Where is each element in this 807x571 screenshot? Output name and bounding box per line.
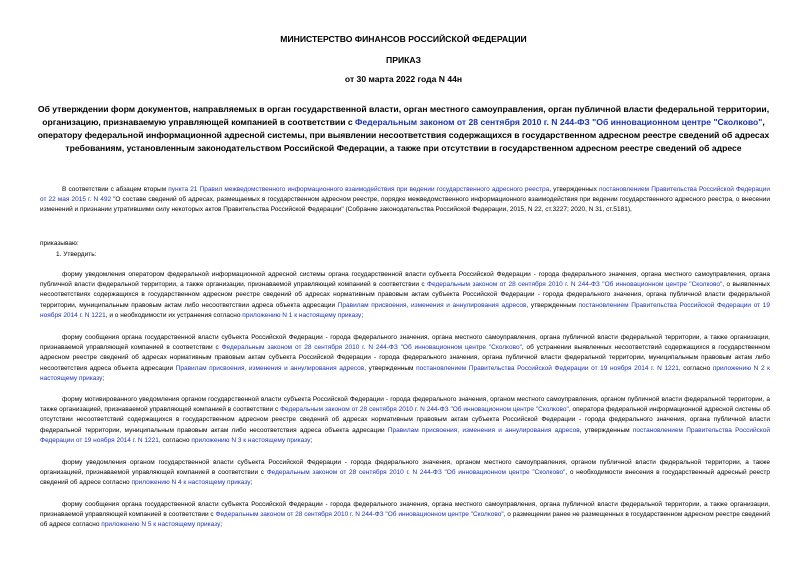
resolution-1221-link[interactable]: постановлением Правительства Российской Федерации от 19 ноября 2014 г. N 1221 [40,301,770,319]
resolution-492-link[interactable]: постановлением Правительства Российской Федерации от 22 мая 2015 г. N 492 [40,186,770,204]
resolution-1221-link[interactable]: постановлением Правительства Российской Федерации от 19 ноября 2014 г. N 1221 [416,364,679,372]
skolkovo-law-link[interactable]: Федеральным законом от 28 сентября 2010 г. N 244-ФЗ "Об инновационном центре "Сколково" [280,406,569,414]
skolkovo-law-link[interactable]: Федеральным законом от 28 сентября 2010 г. N 244-ФЗ "Об инновационном центре "Сколково" [427,281,723,289]
document-title: Об утверждении форм документов, направляемых в орган государственной власти, орган местного самоуправления, орган публичной власти федеральной территории, организацию, признаваемую управляющей компанией в соответствии с Федеральным законом от 28 сентября 2010 г. N 244-ФЗ "Об инновационном центре "Сколково", оператору федеральной информационной адресной системы, при выявлении несоответствия содержащихся в государственном адресном реестре сведений об адресах требованиям, установленным законодательством Российской Федерации, а также при отсутствии в государственном адресном реестре сведений об адресе [37,104,770,153]
item-1: 1. Утвердить: [56,251,97,258]
form-1-paragraph: форму уведомления оператором федеральной информационной адресной системы органа государственной власти субъекта Российской Федерации - города федерального значения, органа местного самоуправления, органа публичной власти федеральной территории, а также организации, признаваемой управляющей компанией в соответствии с Федеральным законом от 28 сентября 2010 г. N 244-ФЗ "Об инновационном центре "Сколково", о выявленных несоответствиях содержащихся в государственном адресном реестре сведений об адресах нормативным правовым актам субъекта Российской Федерации - города федерального значения, органа публичной власти федеральной территории, муниципальным правовым актам либо несоответствии адреса объекта адресации Правилам присвоения, изменения и аннулирования адресов, утвержденным постановлением Правительства Российской Федерации от 19 ноября 2014 г. N 1221, и о необходимости их устранения согласно приложению N 1 к настоящему приказу; [40,271,770,319]
appendix-2-link[interactable]: приложению N 2 к настоящему приказу [40,364,770,382]
appendix-4-link[interactable]: приложению N 4 к настоящему приказу [131,479,251,487]
form-2-paragraph: форму сообщения органа государственной власти субъекта Российской Федерации - города федерального значения, органа местного самоуправления, органа публичной власти федеральной территории, а также организации, признаваемой управляющей компанией в соответствии с Федеральным законом от 28 сентября 2010 г. N 244-ФЗ "Об инновационном центре "Сколково", об устранении выявленных несоответствий содержащихся в государственном адресном реестре сведений об адресах нормативным правовым актам субъекта Российской Федерации - города федерального значения, органа публичной власти федеральной территории, муниципальным правовым актам либо несоответствия адреса объекта адресации Правилам присвоения, изменения и аннулирования адресов, утвержденным постановлением Правительства Российской Федерации от 19 ноября 2014 г. N 1221, согласно приложению N 2 к настоящему приказу; [40,334,770,382]
form-4-paragraph: форму уведомления органом государственной власти субъекта Российской Федерации - города федерального значения, органом местного самоуправления, органом публичной власти федеральной территории, а также организацией, признаваемой управляющей компанией в соответствии с Федеральным законом от 28 сентября 2010 г. N 244-ФЗ "Об инновационном центре "Сколково", о необходимости внесения в государственный адресный реестр сведений об адресе согласно приложению N 4 к настоящему приказу; [40,459,770,487]
form-5-paragraph: форму сообщения органа государственной власти субъекта Российской Федерации - города федерального значения, органа местного самоуправления, органа публичной власти федеральной территории, а также организации, признаваемой управляющей компанией в соответствии с Федеральным законом от 28 сентября 2010 г. N 244-ФЗ "Об инновационном центре "Сколково", о размещении ранее не размещенных в государственном адресном реестре сведений об адресе согласно приложению N 5 к настоящему приказу; [40,501,770,529]
appendix-1-link[interactable]: приложению N 1 к настоящему приказу [242,311,362,319]
skolkovo-law-link[interactable]: Федеральным законом от 28 сентября 2010 г. N 244-ФЗ "Об инновационном центре "Сколково" [215,511,504,519]
order-word: приказываю: [40,240,79,247]
address-rules-link[interactable]: Правилам присвоения, изменения и аннулирования адресов [337,301,527,309]
appendix-3-link[interactable]: приложению N 3 к настоящему приказу [191,436,311,444]
appendix-5-link[interactable]: приложению N 5 к настоящему приказу [101,521,221,529]
form-3-paragraph: форму мотивированного уведомления органом государственной власти субъекта Российской Федерации - города федерального значения, органом местного самоуправления, органом публичной власти федеральной территории, а также организацией, признаваемой управляющей компанией в соответствии с Федеральным законом от 28 сентября 2010 г. N 244-ФЗ "Об инновационном центре "Сколково", оператора федеральной информационной адресной системы об отсутствии несоответствий содержащихся в государственном адресном реестре сведений об адресах нормативным правовым актам субъекта Российской Федерации - города федерального значения, органа публичной власти федеральной территории, муниципальным правовым актам либо несоответствия адреса объекта адресации Правилам присвоения, изменения и аннулирования адресов, утвержденным постановлением Правительства Российской Федерации от 19 ноября 2014 г. N 1221, согласно приложению N 3 к настоящему приказу; [40,396,770,444]
document-type: ПРИКАЗ [386,55,421,65]
address-rules-link[interactable]: Правилам присвоения, изменения и аннулирования адресов [387,426,580,434]
skolkovo-law-link[interactable]: Федеральным законом от 28 сентября 2010 г. N 244-ФЗ "Об инновационном центре "Сколково" [266,469,566,477]
ministry-name: МИНИСТЕРСТВО ФИНАНСОВ РОССИЙСКОЙ ФЕДЕРАЦИИ [280,34,527,44]
skolkovo-law-link[interactable]: Федеральным законом от 28 сентября 2010 г. N 244-ФЗ "Об инновационном центре "Сколково" [221,344,522,352]
address-rules-link[interactable]: Правилам присвоения, изменения и аннулирования адресов [175,364,365,372]
preamble-paragraph: В соответствии с абзацем вторым пункта 21 Правил межведомственного информационного взаимодействия при ведении государственного адресного реестра, утвержденных постановлением Правительства Российской Федерации от 22 мая 2015 г. N 492 "О составе сведений об адресах, размещаемых в государственном адресном реестре, порядке межведомственного информационного взаимодействия при ведении государственного адресного реестра, о внесении изменений и признании утратившими силу некоторых актов Правительства Российской Федерации" (Собрание законодательства Российской Федерации, 2015, N 22, ст.3227; 2020, N 31, ст.5181), [40,186,770,214]
document-date-number: от 30 марта 2022 года N 44н [344,74,463,84]
rules-item-21-link[interactable]: пункта 21 Правил межведомственного информационного взаимодействия при ведении государственного адресного реестра [168,186,550,193]
skolkovo-law-link[interactable]: Федеральным законом от 28 сентября 2010 г. N 244-ФЗ "Об инновационном центре "Сколково" [355,116,763,127]
resolution-1221-link[interactable]: постановлением Правительства Российской Федерации от 19 ноября 2014 г. N 1221 [40,426,770,444]
